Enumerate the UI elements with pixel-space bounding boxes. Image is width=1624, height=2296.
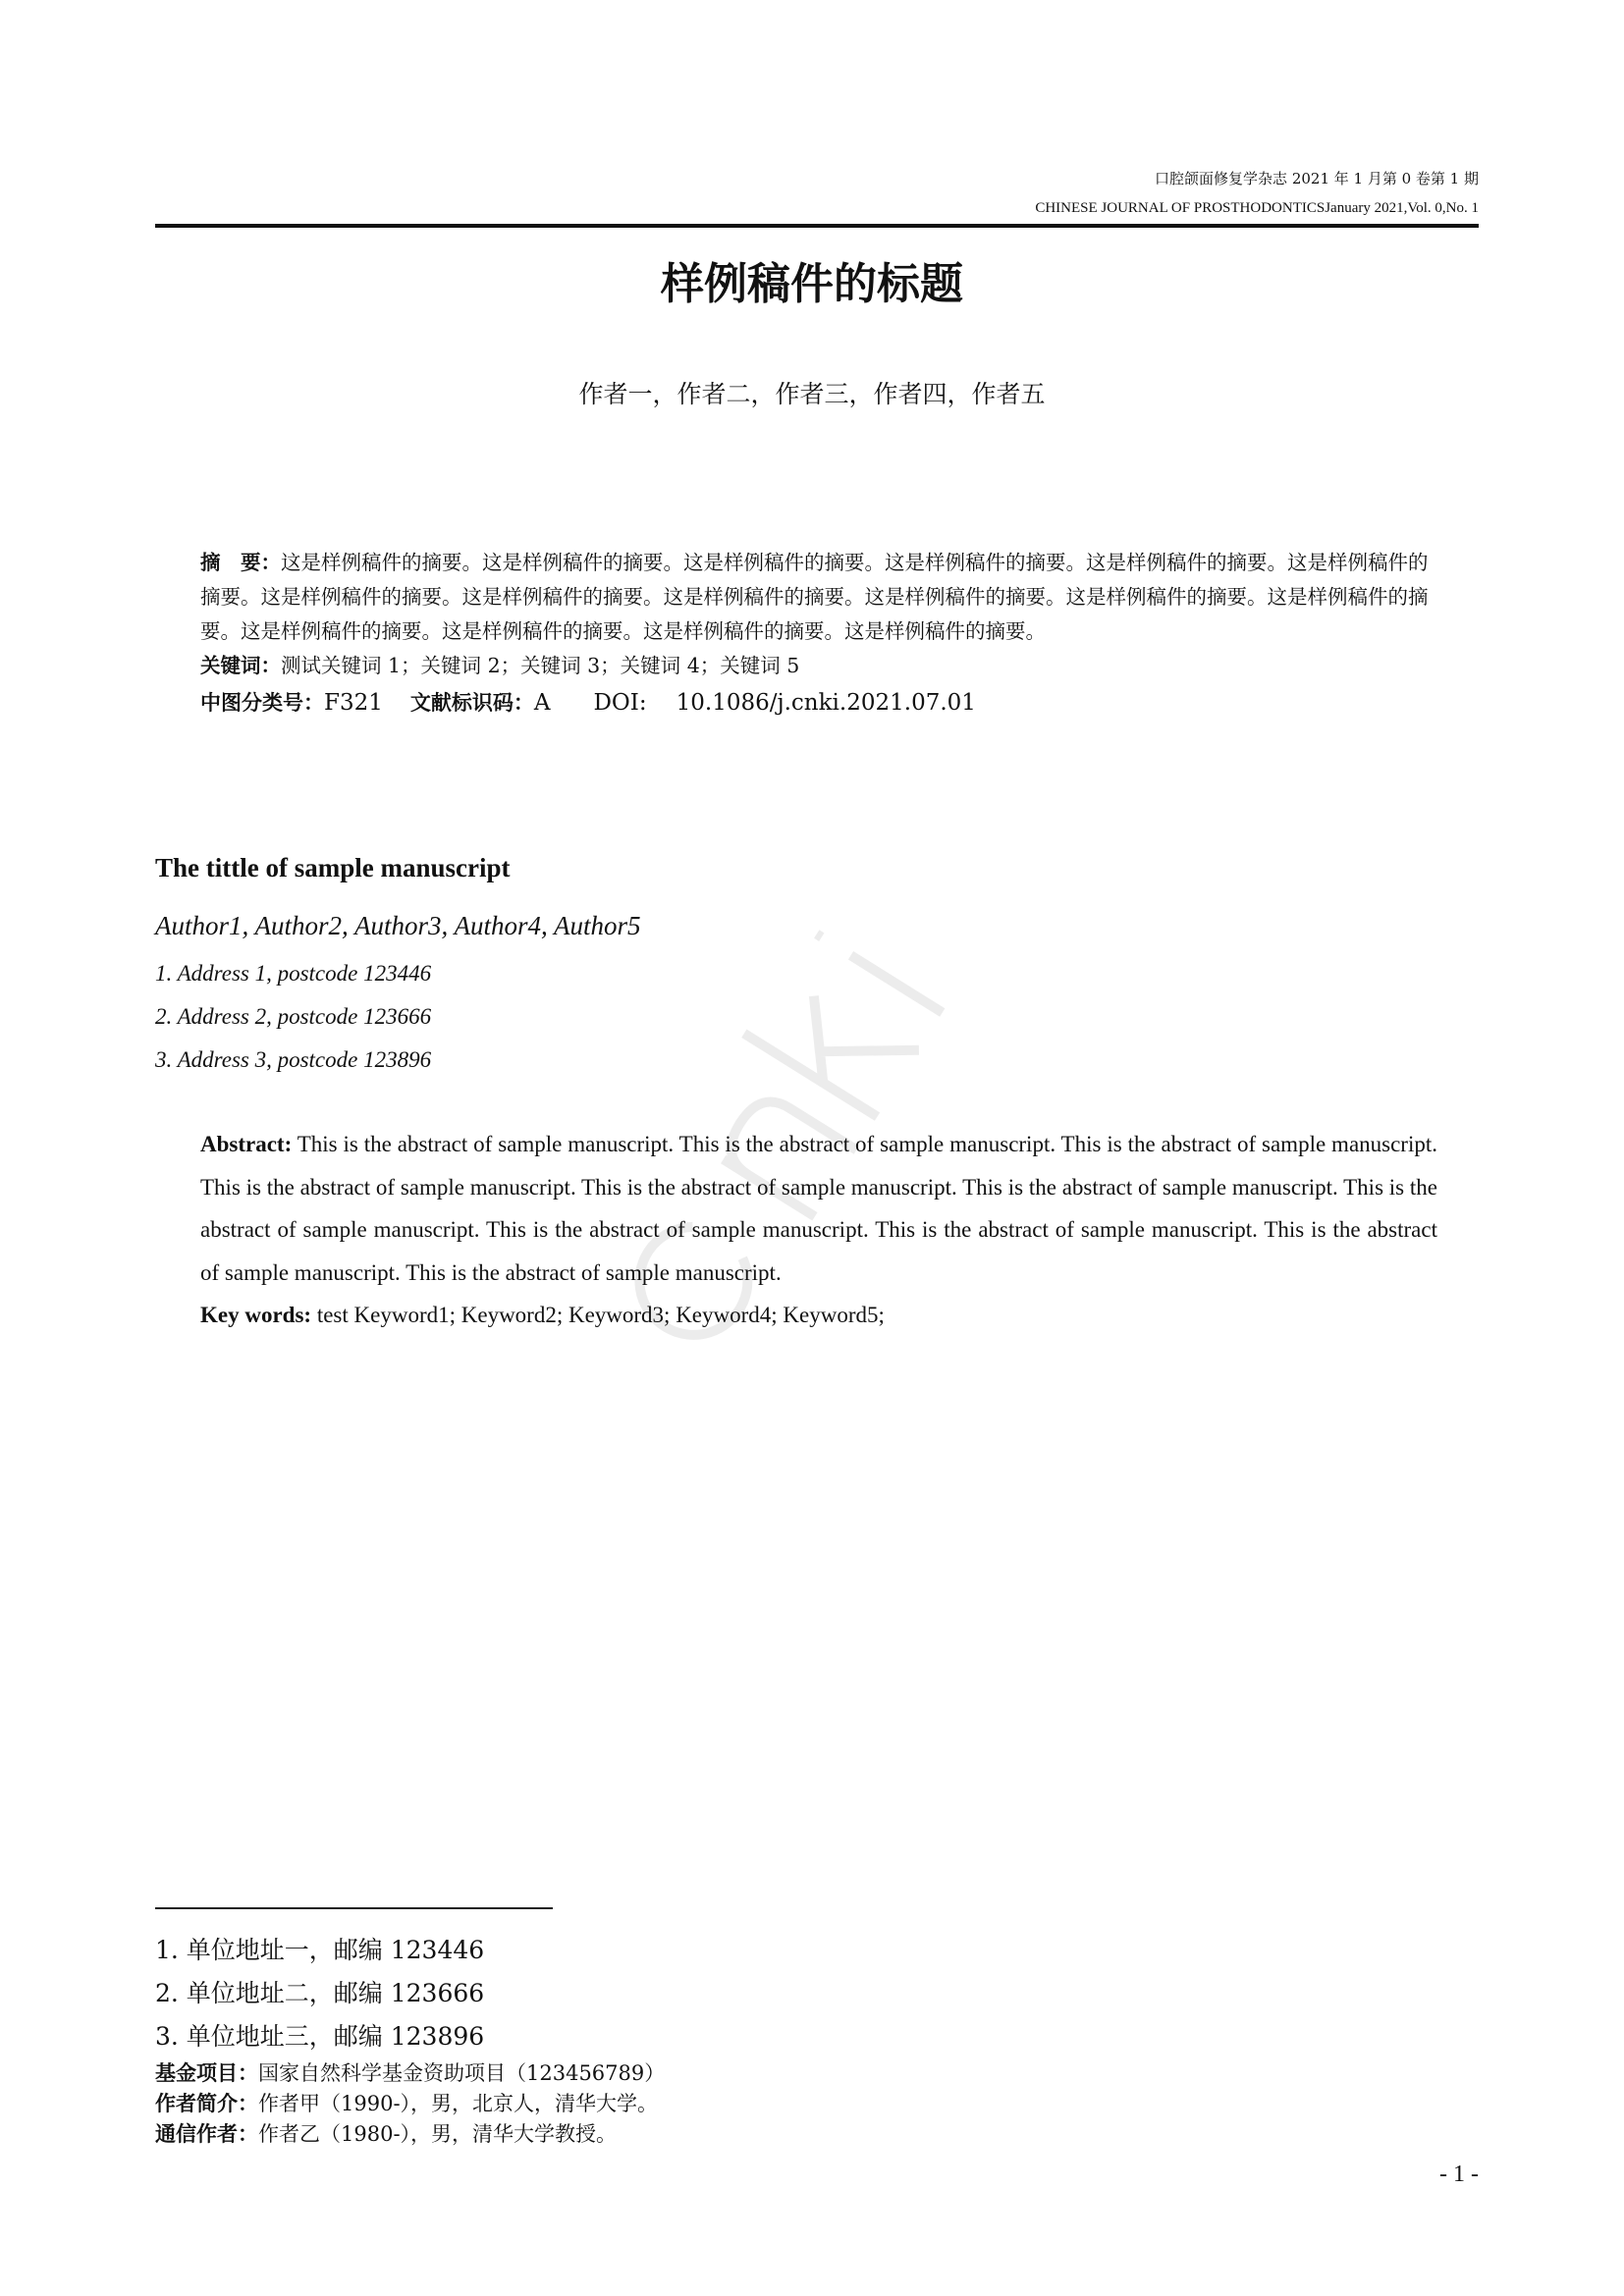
address-item: 3. Address 3, postcode 123896: [155, 1047, 432, 1072]
abstract-cn-label: 摘 要：: [200, 551, 281, 574]
author-bio-note: [155, 2089, 665, 2119]
corresponding-author-note: [155, 2119, 665, 2150]
address-list-en: [155, 952, 431, 1082]
footnote-address: 2. 单位地址二，邮编 123666: [155, 1979, 485, 2007]
doc-code-label: 文献标识码：: [409, 691, 534, 715]
abstract-en-label: Abstract:: [200, 1132, 293, 1156]
page-number: - 1 -: [1439, 2162, 1479, 2187]
funding-text: 国家自然科学基金资助项目（123456789）: [258, 2061, 666, 2085]
header-divider: [155, 224, 1479, 228]
doc-code-value: A: [533, 690, 551, 716]
keywords-en-text: test Keyword1; Keyword2; Keyword3; Keyword4; Keyword5;: [316, 1303, 885, 1327]
journal-header: [1035, 169, 1479, 218]
abstract-cn-section: [200, 546, 1437, 722]
clc-value: F321: [324, 690, 383, 716]
abstract-cn: [200, 546, 1437, 649]
footnotes: [155, 1929, 665, 2150]
funding-note: [155, 2058, 665, 2089]
journal-header-en: CHINESE JOURNAL OF PROSTHODONTICSJanuary 2021,Vol. 0,No. 1: [1035, 200, 1479, 216]
corresponding-author-text: 作者乙（1980-），男，清华大学教授。: [258, 2122, 618, 2146]
classification-line: [200, 683, 1437, 722]
address-item: 2. Address 2, postcode 123666: [155, 1004, 432, 1029]
footnote-divider: [155, 1907, 553, 1909]
clc-label: 中图分类号：: [200, 691, 324, 715]
abstract-cn-text: 这是样例稿件的摘要。这是样例稿件的摘要。这是样例稿件的摘要。这是样例稿件的摘要。这是样例稿件的摘要。这是样例稿件的摘要。这是样例稿件的摘要。这是样例稿件的摘要。这是样例稿件的摘要。这是样例稿件的摘要。这是样例稿件的摘要。这是样例稿件的摘要。这是样例稿件的摘要。这是样例稿件的摘要。这是样例稿件的摘要。这是样例稿件的摘要。: [200, 551, 1429, 643]
corresponding-author-label: 通信作者：: [155, 2122, 258, 2146]
journal-header-cn: 口腔颌面修复学杂志 2021 年 1 月第 0 卷第 1 期: [1155, 170, 1479, 187]
footnote-address: 1. 单位地址一，邮编 123446: [155, 1936, 485, 1964]
doi-label: DOI:: [593, 690, 647, 716]
author-list-cn: 作者一，作者二，作者三，作者四，作者五: [578, 380, 1046, 408]
article-title-en: The tittle of sample manuscript: [155, 853, 511, 882]
address-item: 1. Address 1, postcode 123446: [155, 961, 432, 986]
author-list-en: Author1, Author2, Author3, Author4, Author5: [155, 911, 641, 940]
keywords-en: [200, 1294, 1437, 1337]
abstract-en-section: [200, 1123, 1437, 1337]
keywords-cn-label: 关键词：: [200, 654, 281, 677]
author-bio-text: 作者甲（1990-），男，北京人，清华大学。: [258, 2092, 659, 2115]
abstract-en: [200, 1123, 1437, 1294]
article-title-cn: 样例稿件的标题: [661, 259, 963, 309]
keywords-en-label: Key words:: [200, 1303, 312, 1327]
abstract-en-text: This is the abstract of sample manuscript. This is the abstract of sample manuscript. This is the abstract of sample manuscript. This is the abstract of sample manuscript. This is the abstract of sample manuscript. This is the abstract of sample manuscript. This is the abstract of sample manuscript. This is the abstract of sample manuscript. This is the abstract of sample manuscript. This is the abstract of sample manuscript. This is the abstract of sample manuscript.: [200, 1132, 1437, 1285]
keywords-cn-text: 测试关键词 1；关键词 2；关键词 3；关键词 4；关键词 5: [281, 654, 800, 677]
author-bio-label: 作者简介：: [155, 2092, 258, 2115]
doi-value: 10.1086/j.cnki.2021.07.01: [676, 690, 976, 716]
keywords-cn: [200, 649, 1437, 683]
footnote-address: 3. 单位地址三，邮编 123896: [155, 2022, 485, 2051]
funding-label: 基金项目：: [155, 2061, 258, 2085]
